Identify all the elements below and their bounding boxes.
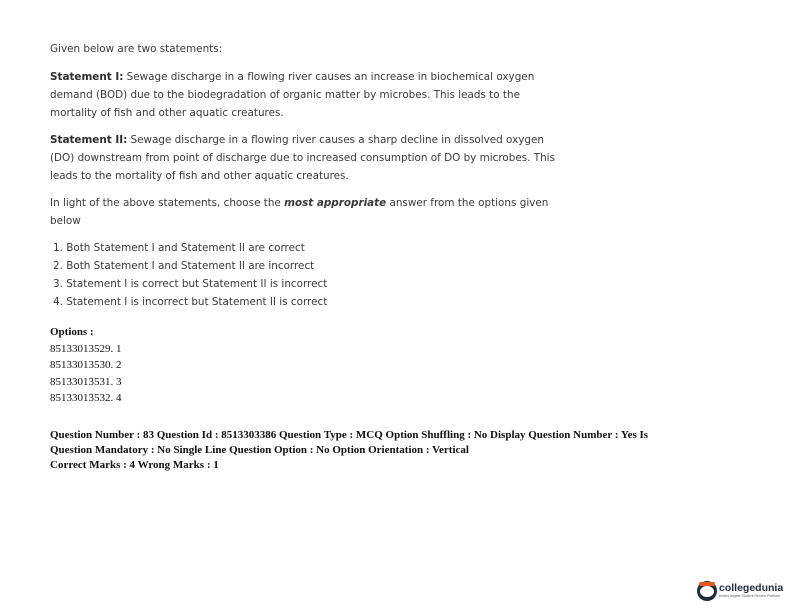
instruction-pre: In light of the above statements, choose the <box>50 197 285 209</box>
statement-1 <box>50 68 555 122</box>
instruction-emphasis: most appropriate <box>284 197 387 209</box>
answer-option: 3. Statement I is correct but Statement II is incorrect <box>53 278 328 290</box>
question-info-line-3: Correct Marks : 4 Wrong Marks : 1 <box>50 459 219 471</box>
graduate-cap-icon <box>697 581 717 601</box>
statement-2-label: Statement II: <box>50 134 128 146</box>
answer-option: 4. Statement I is incorrect but Statement II is correct <box>53 296 328 308</box>
statement-2-text: Sewage discharge in a flowing river causes a sharp decline in dissolved oxygen (DO) downstream from point of discharge due to increased consumption of DO by microbes. This leads to the mortality of fish and other aquatic creatures. <box>50 134 555 182</box>
answer-options-list <box>50 239 555 311</box>
collegedunia-logo <box>697 577 783 605</box>
instruction-post: answer from the options given below <box>50 197 549 227</box>
option-id-row: 85133013530. 2 <box>50 359 122 371</box>
question-info-line-2: Question Mandatory : No Single Line Question Option : No Option Orientation : Vertical <box>50 444 469 456</box>
question-block <box>50 40 555 311</box>
question-info-line-1: Question Number : 83 Question Id : 8513303386 Question Type : MCQ Option Shuffling : No Display Question Number : Yes Is <box>50 429 649 441</box>
question-info-block <box>50 428 750 473</box>
option-ids-block <box>50 324 122 407</box>
option-id-row: 85133013532. 4 <box>50 392 122 404</box>
logo-text <box>719 583 783 599</box>
logo-name: collegedunia <box>719 582 784 594</box>
answer-option: 1. Both Statement I and Statement II are correct <box>53 242 305 254</box>
statement-1-label: Statement I: <box>50 71 124 83</box>
option-id-row: 85133013531. 3 <box>50 375 122 388</box>
statement-2 <box>50 131 555 185</box>
instruction <box>50 194 555 230</box>
options-label: Options : <box>50 326 94 338</box>
answer-option: 2. Both Statement I and Statement II are incorrect <box>53 260 315 272</box>
question-intro: Given below are two statements: <box>50 43 223 55</box>
option-id-row: 85133013529. 1 <box>50 342 122 355</box>
statement-1-text: Sewage discharge in a flowing river causes an increase in biochemical oxygen demand (BOD) due to the biodegradation of organic matter by microbes. This leads to the mortality of fish and other aquatic creatures. <box>50 71 535 119</box>
logo-tagline: India's largest Student Review Platform <box>719 594 780 598</box>
